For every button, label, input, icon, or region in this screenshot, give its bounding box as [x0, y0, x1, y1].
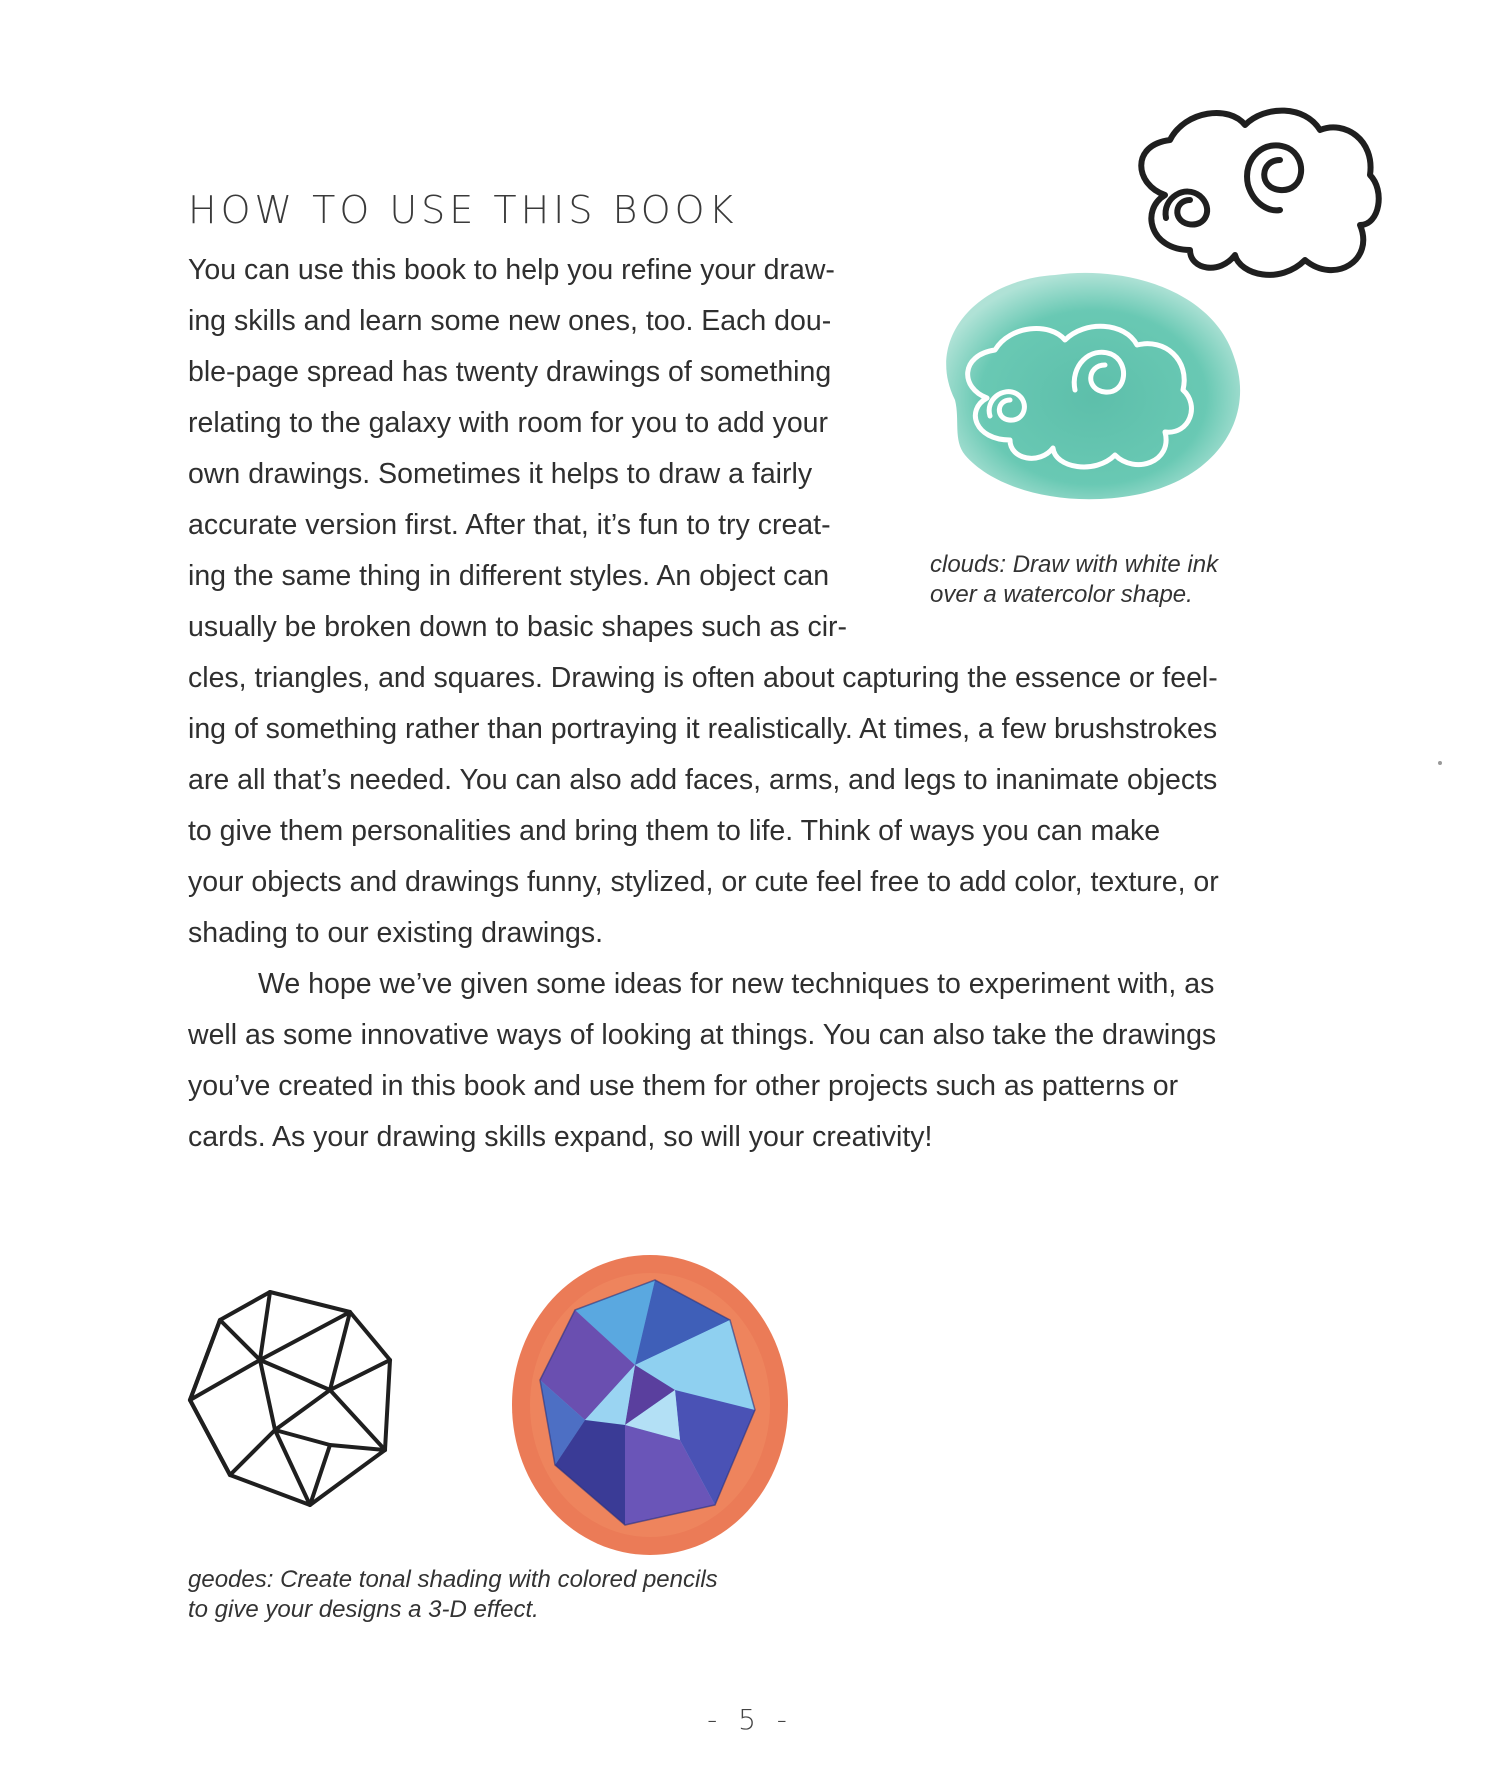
text-line: cards. As your drawing skills expand, so will your creativity! [188, 1121, 933, 1153]
text-line: usually be broken down to basic shapes such as cir- [188, 611, 848, 643]
text-line: you’ve created in this book and use them for other projects such as patterns or [188, 1070, 1179, 1102]
text-line: cles, triangles, and squares. Drawing is often about capturing the essence or feel- [188, 662, 1218, 694]
caption-line: over a watercolor shape. [930, 581, 1193, 608]
caption-line: clouds: Draw with white ink [930, 551, 1219, 578]
cloud-watercolor-drawing [915, 250, 1255, 520]
clouds-caption [930, 550, 1218, 610]
text-line: You can use this book to help you refine your draw- [188, 254, 835, 286]
text-line: relating to the galaxy with room for you to add your [188, 407, 829, 439]
geode-color-drawing [505, 1250, 795, 1560]
text-line: are all that’s needed. You can also add faces, arms, and legs to inanimate objects [188, 764, 1218, 796]
page-number: - 5 - [707, 1703, 793, 1736]
text-line: to give them personalities and bring them to life. Think of ways you can make [188, 815, 1161, 847]
text-line: We hope we’ve given some ideas for new techniques to experiment with, as [258, 968, 1215, 1000]
text-line: ing of something rather than portraying it realistically. At times, a few brushstrokes [188, 713, 1218, 745]
paper-speck [1438, 761, 1442, 765]
text-line: ing skills and learn some new ones, too. Each dou- [188, 305, 832, 337]
geodes-caption [188, 1565, 718, 1625]
text-line: ble-page spread has twenty drawings of something [188, 356, 832, 388]
page-title: HOW TO USE THIS BOOK [188, 188, 738, 232]
text-line: ing the same thing in different styles. An object can [188, 560, 830, 592]
text-line: well as some innovative ways of looking at things. You can also take the drawings [188, 1019, 1217, 1051]
geode-line-drawing [180, 1280, 410, 1520]
text-line: accurate version first. After that, it’s fun to try creat- [188, 509, 831, 541]
paragraph-2 [188, 959, 1308, 1163]
text-line: your objects and drawings funny, stylized, or cute feel free to add color, texture, or [188, 866, 1219, 898]
caption-line: geodes: Create tonal shading with colored pencils [188, 1566, 718, 1593]
caption-line: to give your designs a 3-D effect. [188, 1596, 539, 1623]
text-line: own drawings. Sometimes it helps to draw a fairly [188, 458, 813, 490]
text-line: shading to our existing drawings. [188, 917, 604, 949]
